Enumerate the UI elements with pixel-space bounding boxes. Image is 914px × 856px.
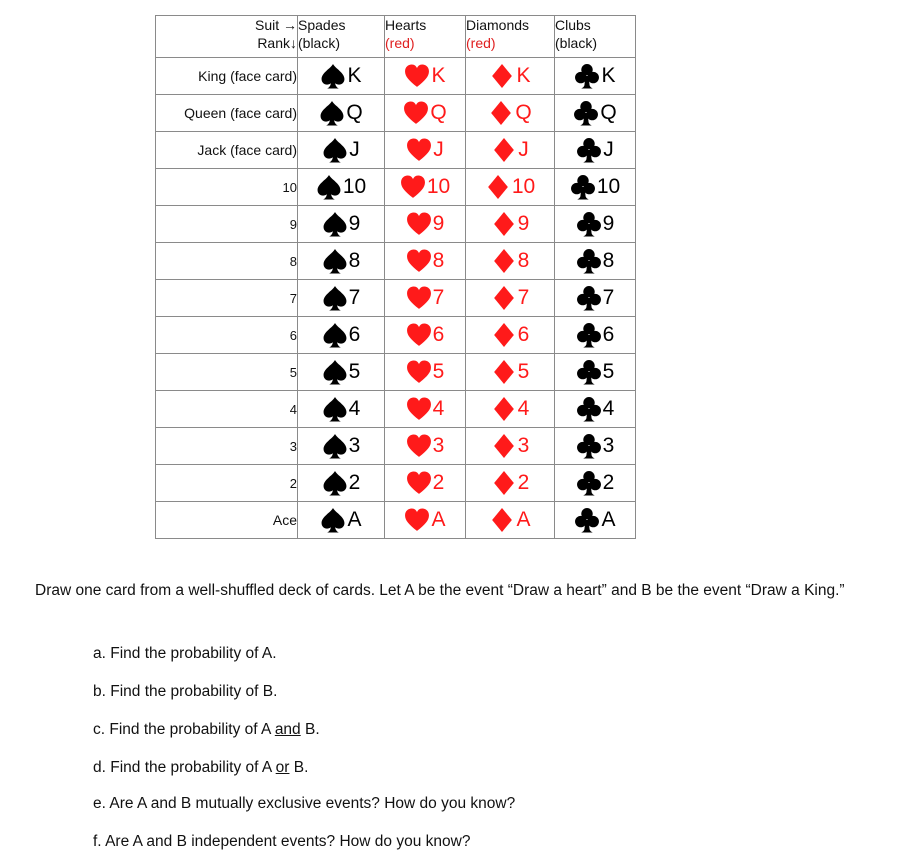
- card-cell-diamond: [466, 243, 555, 280]
- card-rank: 9: [602, 212, 615, 235]
- rank-label: King (face card): [156, 58, 298, 95]
- card-symbol: [466, 169, 554, 205]
- card-symbol: [555, 169, 635, 205]
- card-symbol: [466, 243, 554, 279]
- card-cell-club: [555, 206, 636, 243]
- question-d-prefix: d. Find the probability of A: [93, 759, 276, 776]
- diamond-icon: [491, 433, 517, 459]
- suit-color-note: (black): [298, 35, 341, 51]
- card-rank: 8: [348, 249, 361, 272]
- club-icon: [576, 248, 602, 274]
- diamond-icon: [485, 174, 511, 200]
- card-symbol: [466, 391, 554, 427]
- heart-icon: [406, 248, 432, 274]
- card-symbol: [466, 354, 554, 390]
- rank-label: 3: [156, 428, 298, 465]
- diamond-icon: [491, 396, 517, 422]
- spade-icon: [322, 137, 348, 163]
- card-symbol: [385, 95, 465, 131]
- diamond-icon: [489, 63, 515, 89]
- card-cell-diamond: [466, 280, 555, 317]
- card-symbol: [466, 95, 554, 131]
- card-cell-heart: [385, 280, 466, 317]
- card-rank: A: [516, 508, 531, 531]
- diamond-icon: [491, 285, 517, 311]
- card-symbol: [298, 280, 384, 316]
- card-cell-heart: [385, 391, 466, 428]
- card-cell-heart: [385, 354, 466, 391]
- card-cell-diamond: [466, 58, 555, 95]
- card-symbol: [555, 243, 635, 279]
- card-symbol: [466, 465, 554, 501]
- card-symbol: [555, 391, 635, 427]
- rank-label: Queen (face card): [156, 95, 298, 132]
- card-cell-spade: [298, 280, 385, 317]
- card-rank: K: [347, 64, 362, 87]
- card-rank: 2: [348, 471, 361, 494]
- card-symbol: [555, 132, 635, 168]
- card-cell-club: [555, 169, 636, 206]
- card-symbol: [555, 206, 635, 242]
- card-cell-spade: [298, 354, 385, 391]
- card-rank: 10: [596, 175, 621, 198]
- card-cell-club: [555, 280, 636, 317]
- card-symbol: [298, 243, 384, 279]
- card-rank: 8: [432, 249, 445, 272]
- question-f: f. Are A and B independent events? How do you know?: [93, 833, 471, 850]
- suit-axis-label: Suit →: [254, 17, 297, 33]
- card-rank: 5: [517, 360, 530, 383]
- card-symbol: [555, 465, 635, 501]
- table-row: [156, 354, 636, 391]
- card-rank: 3: [602, 434, 615, 457]
- suit-color-note: (black): [555, 35, 598, 51]
- card-cell-club: [555, 502, 636, 539]
- heart-icon: [403, 100, 429, 126]
- card-symbol: [385, 428, 465, 464]
- card-symbol: [466, 206, 554, 242]
- rank-label: 8: [156, 243, 298, 280]
- card-symbol: [298, 502, 384, 538]
- card-cell-diamond: [466, 502, 555, 539]
- card-symbol: [385, 169, 465, 205]
- card-symbol: [385, 502, 465, 538]
- card-rank: 6: [432, 323, 445, 346]
- card-symbol: [555, 428, 635, 464]
- header-spades: [298, 16, 385, 58]
- table-header-row: [156, 16, 636, 58]
- suit-name: Hearts: [385, 17, 427, 33]
- table-row: [156, 502, 636, 539]
- card-symbol: [466, 132, 554, 168]
- spade-icon: [319, 100, 345, 126]
- card-rank: 4: [348, 397, 361, 420]
- card-symbol: [298, 206, 384, 242]
- spade-icon: [322, 359, 348, 385]
- card-symbol: [385, 206, 465, 242]
- card-rank: 2: [432, 471, 445, 494]
- card-rank-suit-table: [155, 15, 636, 539]
- table-row: [156, 58, 636, 95]
- card-cell-heart: [385, 58, 466, 95]
- rank-label: 4: [156, 391, 298, 428]
- card-cell-heart: [385, 95, 466, 132]
- spade-icon: [322, 433, 348, 459]
- card-cell-spade: [298, 169, 385, 206]
- card-rank: 6: [602, 323, 615, 346]
- club-icon: [573, 100, 599, 126]
- rank-label: 10: [156, 169, 298, 206]
- card-rank: 2: [602, 471, 615, 494]
- question-b: b. Find the probability of B.: [93, 683, 278, 700]
- card-symbol: [555, 280, 635, 316]
- header-clubs: [555, 16, 636, 58]
- table-row: [156, 206, 636, 243]
- card-rank: 3: [432, 434, 445, 457]
- card-cell-heart: [385, 428, 466, 465]
- heart-icon: [404, 507, 430, 533]
- card-rank: 4: [432, 397, 445, 420]
- card-rank: 3: [348, 434, 361, 457]
- question-d: [93, 758, 308, 778]
- table-row: [156, 243, 636, 280]
- table-row: [156, 132, 636, 169]
- card-cell-diamond: [466, 428, 555, 465]
- card-cell-heart: [385, 206, 466, 243]
- club-icon: [576, 137, 602, 163]
- spade-icon: [322, 211, 348, 237]
- question-c-suffix: B.: [300, 721, 320, 738]
- rank-label: 9: [156, 206, 298, 243]
- card-cell-club: [555, 354, 636, 391]
- heart-icon: [406, 211, 432, 237]
- rank-label: Ace: [156, 502, 298, 539]
- card-cell-diamond: [466, 391, 555, 428]
- card-rank: Q: [346, 101, 363, 124]
- card-rank: J: [518, 138, 529, 161]
- card-cell-spade: [298, 95, 385, 132]
- club-icon: [576, 322, 602, 348]
- heart-icon: [406, 322, 432, 348]
- card-symbol: [385, 280, 465, 316]
- rank-label: Jack (face card): [156, 132, 298, 169]
- card-cell-diamond: [466, 169, 555, 206]
- club-icon: [576, 285, 602, 311]
- heart-icon: [406, 433, 432, 459]
- spade-icon: [322, 470, 348, 496]
- heart-icon: [406, 137, 432, 163]
- club-icon: [574, 507, 600, 533]
- heart-icon: [400, 174, 426, 200]
- card-symbol: [385, 58, 465, 94]
- card-symbol: [385, 132, 465, 168]
- heart-icon: [406, 396, 432, 422]
- diamond-icon: [491, 359, 517, 385]
- card-cell-spade: [298, 58, 385, 95]
- card-rank: 9: [348, 212, 361, 235]
- spade-icon: [316, 174, 342, 200]
- suit-name: Diamonds: [466, 17, 530, 33]
- card-cell-club: [555, 132, 636, 169]
- card-cell-heart: [385, 243, 466, 280]
- card-rank: K: [516, 64, 531, 87]
- club-icon: [570, 174, 596, 200]
- card-rank: 4: [602, 397, 615, 420]
- card-cell-heart: [385, 317, 466, 354]
- problem-statement: Draw one card from a well-shuffled deck of cards. Let A be the event “Draw a heart” and B be the event “Draw a King.”: [35, 582, 845, 599]
- card-rank: K: [431, 64, 446, 87]
- card-symbol: [298, 428, 384, 464]
- card-cell-diamond: [466, 206, 555, 243]
- card-rank: J: [433, 138, 444, 161]
- card-rank: 8: [602, 249, 615, 272]
- card-cell-spade: [298, 465, 385, 502]
- club-icon: [574, 63, 600, 89]
- card-rank: 9: [517, 212, 530, 235]
- card-symbol: [298, 58, 384, 94]
- card-rank: 6: [517, 323, 530, 346]
- card-rank: 10: [342, 175, 367, 198]
- card-rank: J: [603, 138, 614, 161]
- card-symbol: [298, 317, 384, 353]
- spade-icon: [322, 285, 348, 311]
- table-row: [156, 280, 636, 317]
- rank-label: 6: [156, 317, 298, 354]
- heart-icon: [406, 359, 432, 385]
- spade-icon: [322, 248, 348, 274]
- card-rank: 7: [602, 286, 615, 309]
- card-rank: 8: [517, 249, 530, 272]
- heart-icon: [406, 285, 432, 311]
- card-symbol: [385, 317, 465, 353]
- table-row: [156, 428, 636, 465]
- card-rank: A: [431, 508, 446, 531]
- card-rank: A: [347, 508, 362, 531]
- diamond-icon: [491, 211, 517, 237]
- card-rank: Q: [600, 101, 617, 124]
- rank-label: 7: [156, 280, 298, 317]
- card-rank: 7: [517, 286, 530, 309]
- question-d-suffix: B.: [289, 759, 309, 776]
- card-rank: Q: [515, 101, 532, 124]
- club-icon: [576, 211, 602, 237]
- card-rank: 2: [517, 471, 530, 494]
- diamond-icon: [491, 470, 517, 496]
- card-cell-club: [555, 465, 636, 502]
- card-cell-heart: [385, 132, 466, 169]
- card-symbol: [298, 465, 384, 501]
- card-symbol: [298, 132, 384, 168]
- card-symbol: [466, 502, 554, 538]
- card-rank: 3: [517, 434, 530, 457]
- card-rank: 10: [511, 175, 536, 198]
- card-symbol: [466, 428, 554, 464]
- card-cell-spade: [298, 428, 385, 465]
- table-row: [156, 465, 636, 502]
- card-rank: 5: [602, 360, 615, 383]
- card-symbol: [298, 169, 384, 205]
- diamond-icon: [489, 507, 515, 533]
- card-symbol: [298, 391, 384, 427]
- header-axis-labels: [156, 16, 298, 58]
- card-rank: Q: [430, 101, 447, 124]
- card-cell-diamond: [466, 95, 555, 132]
- card-cell-club: [555, 428, 636, 465]
- card-rank: 10: [426, 175, 451, 198]
- spade-icon: [322, 322, 348, 348]
- suit-color-note: (red): [466, 35, 496, 51]
- diamond-icon: [488, 100, 514, 126]
- heart-icon: [406, 470, 432, 496]
- card-symbol: [555, 354, 635, 390]
- card-symbol: [466, 280, 554, 316]
- header-hearts: [385, 16, 466, 58]
- club-icon: [576, 359, 602, 385]
- card-symbol: [385, 243, 465, 279]
- suit-color-note: (red): [385, 35, 415, 51]
- card-cell-spade: [298, 502, 385, 539]
- question-a: a. Find the probability of A.: [93, 645, 277, 662]
- card-symbol: [466, 58, 554, 94]
- question-d-underlined: or: [275, 759, 290, 776]
- card-cell-diamond: [466, 317, 555, 354]
- card-cell-spade: [298, 132, 385, 169]
- card-cell-club: [555, 58, 636, 95]
- card-cell-heart: [385, 502, 466, 539]
- card-rank: 5: [432, 360, 445, 383]
- question-c-underlined: and: [274, 721, 301, 738]
- heart-icon: [404, 63, 430, 89]
- spade-icon: [320, 507, 346, 533]
- card-cell-heart: [385, 169, 466, 206]
- header-diamonds: [466, 16, 555, 58]
- card-symbol: [555, 95, 635, 131]
- suit-name: Clubs: [555, 17, 591, 33]
- card-cell-diamond: [466, 354, 555, 391]
- question-c: [93, 720, 320, 740]
- card-symbol: [555, 317, 635, 353]
- card-cell-club: [555, 391, 636, 428]
- card-symbol: [555, 502, 635, 538]
- diamond-icon: [491, 248, 517, 274]
- card-rank: J: [349, 138, 360, 161]
- club-icon: [576, 396, 602, 422]
- spade-icon: [322, 396, 348, 422]
- table-row: [156, 95, 636, 132]
- card-symbol: [298, 95, 384, 131]
- rank-label: 5: [156, 354, 298, 391]
- card-rank: 6: [348, 323, 361, 346]
- diamond-icon: [491, 322, 517, 348]
- card-cell-club: [555, 95, 636, 132]
- card-cell-diamond: [466, 465, 555, 502]
- club-icon: [576, 433, 602, 459]
- question-e: e. Are A and B mutually exclusive events? How do you know?: [93, 795, 516, 812]
- card-symbol: [385, 465, 465, 501]
- card-rank: 5: [348, 360, 361, 383]
- card-symbol: [555, 58, 635, 94]
- card-cell-spade: [298, 391, 385, 428]
- card-cell-diamond: [466, 132, 555, 169]
- card-cell-spade: [298, 206, 385, 243]
- card-rank: 9: [432, 212, 445, 235]
- table-row: [156, 169, 636, 206]
- table-row: [156, 391, 636, 428]
- rank-label: 2: [156, 465, 298, 502]
- club-icon: [576, 470, 602, 496]
- rank-axis-label: Rank↓: [257, 35, 297, 51]
- suit-name: Spades: [298, 17, 346, 33]
- question-c-prefix: c. Find the probability of A: [93, 721, 275, 738]
- card-cell-club: [555, 317, 636, 354]
- table-row: [156, 317, 636, 354]
- card-symbol: [385, 354, 465, 390]
- card-rank: 7: [432, 286, 445, 309]
- card-cell-spade: [298, 243, 385, 280]
- card-rank: K: [601, 64, 616, 87]
- card-symbol: [385, 391, 465, 427]
- spade-icon: [320, 63, 346, 89]
- card-cell-spade: [298, 317, 385, 354]
- diamond-icon: [491, 137, 517, 163]
- card-cell-club: [555, 243, 636, 280]
- card-symbol: [298, 354, 384, 390]
- card-rank: 4: [517, 397, 530, 420]
- card-symbol: [466, 317, 554, 353]
- card-rank: 7: [348, 286, 361, 309]
- card-rank: A: [601, 508, 616, 531]
- card-cell-heart: [385, 465, 466, 502]
